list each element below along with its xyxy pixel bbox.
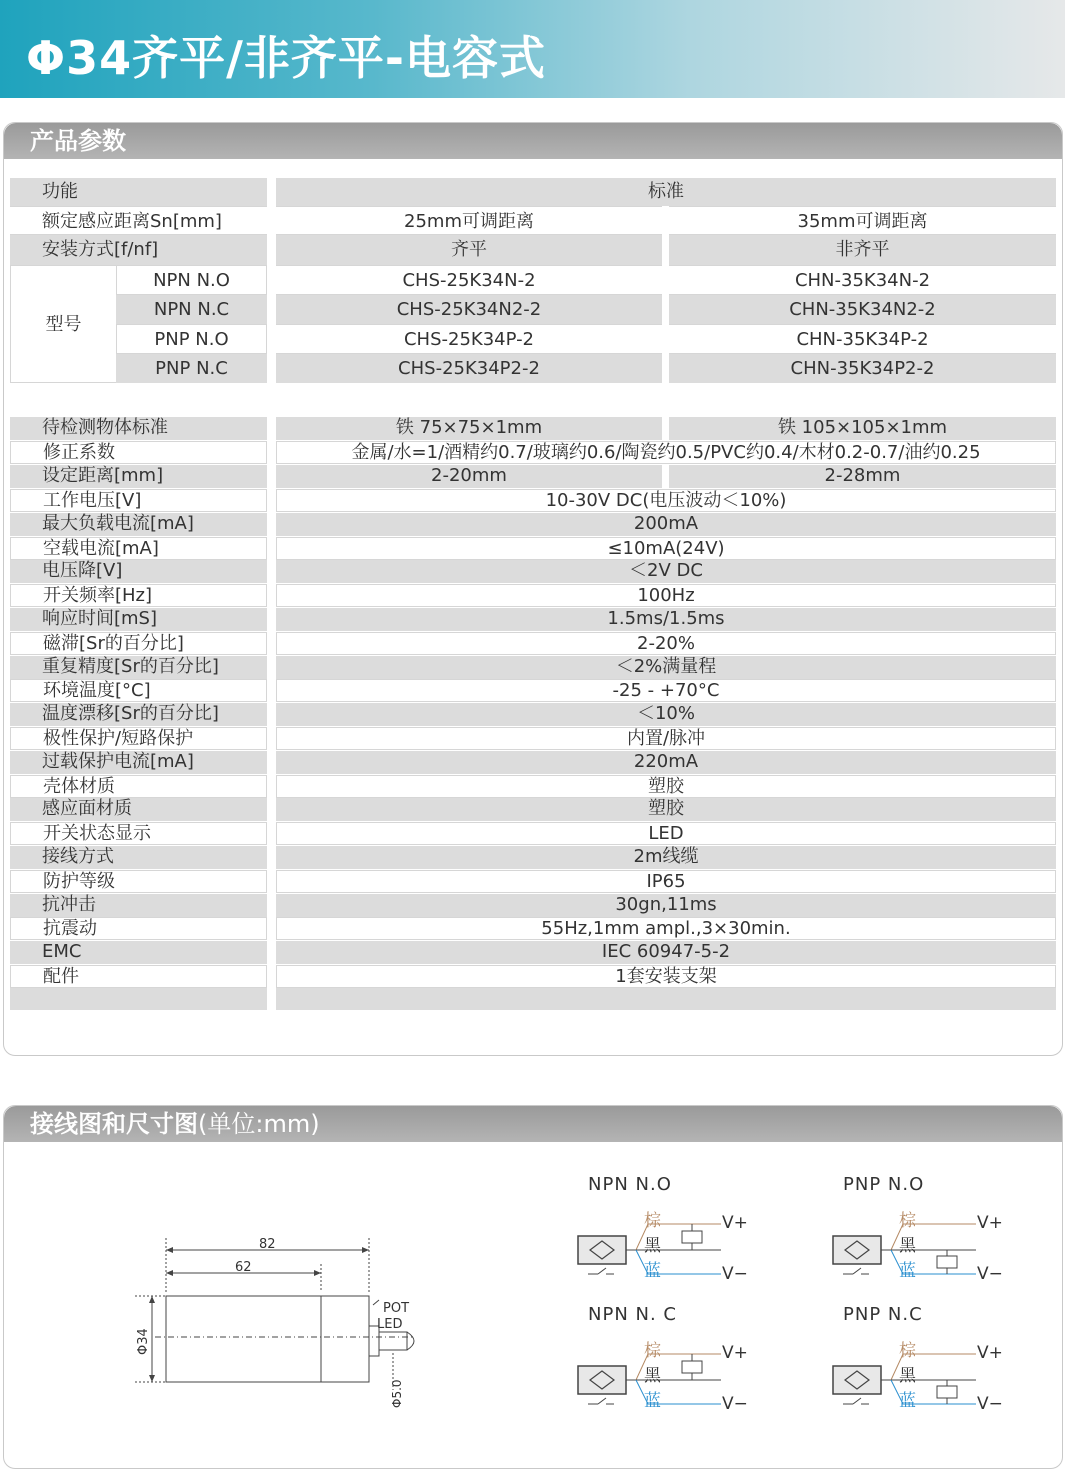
- wire-black-label: 黑: [644, 1366, 661, 1386]
- model-type: PNP N.O: [116, 324, 267, 354]
- spec-row-label: 电压降[V]: [10, 560, 267, 583]
- spec-row-value: IP65: [276, 870, 1056, 893]
- distance-a: 25mm可调距离: [276, 206, 662, 235]
- spec-row-value: ＜10%: [276, 703, 1056, 726]
- spec-row-value: -25 - +70°C: [276, 679, 1056, 702]
- spec-row-label: 抗震动: [10, 917, 267, 940]
- vplus-label: V+: [977, 1213, 1003, 1233]
- spec-row-value: 1.5ms/1.5ms: [276, 608, 1056, 631]
- spec-row-value: 2-20%: [276, 632, 1056, 655]
- vminus-label: V−: [977, 1264, 1003, 1284]
- wire-brown-label: 棕: [644, 1341, 661, 1361]
- model-a: CHS-25K34P-2: [276, 324, 662, 354]
- spec-row-label: 空载电流[mA]: [10, 537, 267, 560]
- table-footer-left: [10, 988, 267, 1010]
- setdist-a: 2-20mm: [276, 465, 662, 488]
- vminus-label: V−: [977, 1394, 1003, 1414]
- setdist-label: 设定距离[mm]: [10, 465, 267, 488]
- spec-row-label: 配件: [10, 965, 267, 988]
- spec-row-value: ＜2%满量程: [276, 656, 1056, 679]
- wire-blue-label: 蓝: [899, 1391, 916, 1411]
- diagram-title: NPN N.O: [588, 1174, 672, 1195]
- mount-b: 非齐平: [669, 235, 1056, 265]
- target-b: 铁 105×105×1mm: [669, 417, 1056, 440]
- wire-black-label: 黑: [899, 1236, 916, 1256]
- spec-row-label: 温度漂移[Sr的百分比]: [10, 703, 267, 726]
- vminus-label: V−: [722, 1264, 748, 1284]
- diagram-title: PNP N.O: [843, 1174, 925, 1195]
- spec-row-label: 壳体材质: [10, 775, 267, 798]
- spec-row-label: 过载保护电流[mA]: [10, 751, 267, 774]
- spec-row-value: 塑胶: [276, 798, 1056, 821]
- spec-row-label: 环境温度[°C]: [10, 679, 267, 702]
- spec-row-label: EMC: [10, 941, 267, 964]
- dimension-drawing: [125, 1230, 445, 1420]
- target-a: 铁 75×75×1mm: [276, 417, 662, 440]
- spec-row-label: 开关频率[Hz]: [10, 584, 267, 607]
- target-label: 待检测物体标准: [10, 417, 267, 440]
- wire-brown-label: 棕: [644, 1211, 661, 1231]
- model-type: PNP N.C: [116, 354, 267, 383]
- spec-row-label: 最大负载电流[mA]: [10, 513, 267, 536]
- spec-row-label: 防护等级: [10, 870, 267, 893]
- table-footer-right: [276, 988, 1056, 1010]
- spec-row-label: 感应面材质: [10, 798, 267, 821]
- mount-label: 安装方式[f/nf]: [10, 235, 267, 265]
- wire-blue-label: 蓝: [644, 1261, 661, 1281]
- distance-b: 35mm可调距离: [669, 206, 1056, 235]
- params-title: 产品参数: [4, 123, 1062, 159]
- spec-row-value: 200mA: [276, 513, 1056, 536]
- wire-blue-label: 蓝: [644, 1391, 661, 1411]
- led-label: LED: [377, 1317, 403, 1332]
- spec-row-label: 抗冲击: [10, 894, 267, 917]
- spec-row-value: 塑胶: [276, 775, 1056, 798]
- spec-row-value: 30gn,11ms: [276, 894, 1056, 917]
- model-type: NPN N.O: [116, 265, 267, 295]
- model-a: CHS-25K34N-2: [276, 265, 662, 295]
- spec-row-value: 1套安装支架: [276, 965, 1056, 988]
- diagram-title: PNP N.C: [843, 1304, 923, 1325]
- wiring-unit: (单位:mm): [198, 1110, 320, 1138]
- model-a: CHS-25K34P2-2: [276, 354, 662, 383]
- spec-row-label: 重复精度[Sr的百分比]: [10, 656, 267, 679]
- wiring-title: [4, 1106, 1062, 1142]
- spec-row-label: 接线方式: [10, 846, 267, 869]
- dim-cable-diameter: Φ5.0: [390, 1379, 404, 1408]
- vplus-label: V+: [722, 1343, 748, 1363]
- spec-row-value: ＜2V DC: [276, 560, 1056, 583]
- spec-row-value: 2m线缆: [276, 846, 1056, 869]
- model-b: CHN-35K34N2-2: [669, 295, 1056, 324]
- wire-brown-label: 棕: [899, 1341, 916, 1361]
- vminus-label: V−: [722, 1394, 748, 1414]
- model-a: CHS-25K34N2-2: [276, 295, 662, 324]
- mount-a: 齐平: [276, 235, 662, 265]
- spec-row-value: 100Hz: [276, 584, 1056, 607]
- spec-row-value: 10-30V DC(电压波动＜10%): [276, 489, 1056, 512]
- wire-brown-label: 棕: [899, 1211, 916, 1231]
- model-label: 型号: [10, 265, 116, 383]
- dim-total-length: 82: [259, 1237, 276, 1252]
- setdist-b: 2-28mm: [669, 465, 1056, 488]
- spec-row-value: LED: [276, 822, 1056, 845]
- pot-label: POT: [383, 1301, 410, 1316]
- spec-row-value: 55Hz,1mm ampl.,3×30min.: [276, 917, 1056, 940]
- function-label: 功能: [10, 178, 267, 206]
- dim-diameter: Φ34: [136, 1328, 151, 1355]
- spec-row-label: 开关状态显示: [10, 822, 267, 845]
- spec-row-label: 极性保护/短路保护: [10, 727, 267, 750]
- vplus-label: V+: [722, 1213, 748, 1233]
- model-b: CHN-35K34P-2: [669, 324, 1056, 354]
- vplus-label: V+: [977, 1343, 1003, 1363]
- spec-row-value: ≤10mA(24V): [276, 537, 1056, 560]
- page-title: Φ34齐平/非齐平-电容式: [26, 31, 547, 85]
- factor-label: 修正系数: [10, 441, 267, 464]
- wiring-title-text: 接线图和尺寸图: [30, 1110, 198, 1138]
- factor-value: 金属/水=1/酒精约0.7/玻璃约0.6/陶瓷约0.5/PVC约0.4/木材0.2-0.7/油约0.25: [276, 441, 1056, 464]
- model-type: NPN N.C: [116, 295, 267, 324]
- model-b: CHN-35K34N-2: [669, 265, 1056, 295]
- wire-blue-label: 蓝: [899, 1261, 916, 1281]
- standard-label: 标准: [276, 178, 1056, 206]
- page-header: [0, 0, 1065, 98]
- wire-black-label: 黑: [899, 1366, 916, 1386]
- model-b: CHN-35K34P2-2: [669, 354, 1056, 383]
- wire-black-label: 黑: [644, 1236, 661, 1256]
- spec-row-label: 工作电压[V]: [10, 489, 267, 512]
- distance-label: 额定感应距离Sn[mm]: [10, 206, 267, 235]
- spec-row-label: 响应时间[mS]: [10, 608, 267, 631]
- spec-row-value: IEC 60947-5-2: [276, 941, 1056, 964]
- spec-row-value: 内置/脉冲: [276, 727, 1056, 750]
- diagram-title: NPN N. C: [588, 1304, 677, 1325]
- dim-body-length: 62: [235, 1260, 252, 1275]
- spec-row-value: 220mA: [276, 751, 1056, 774]
- spec-row-label: 磁滞[Sr的百分比]: [10, 632, 267, 655]
